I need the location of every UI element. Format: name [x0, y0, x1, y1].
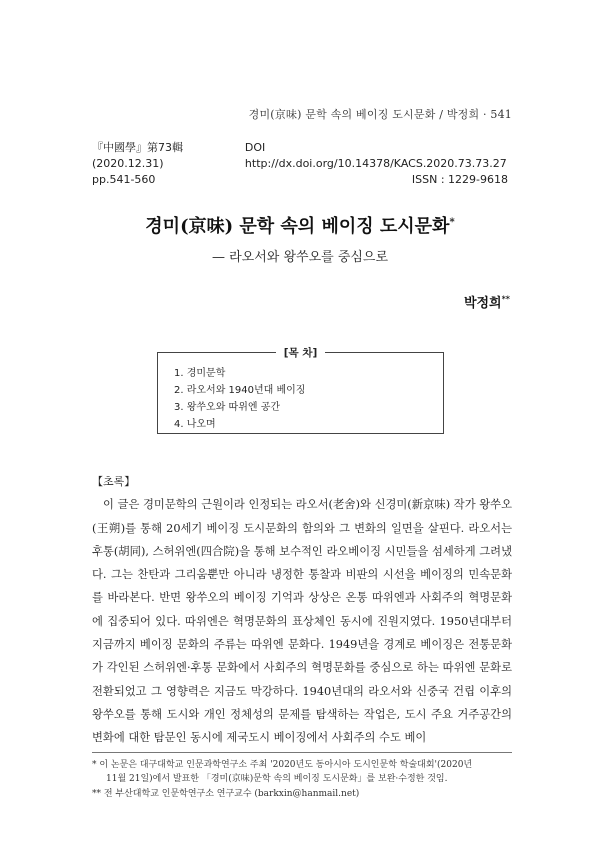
author-footnote-mark: ** — [501, 293, 510, 304]
issn: ISSN : 1229-9618 — [411, 173, 508, 186]
footnote-2: ** 전 부산대학교 인문학연구소 연구교수 (barkxin@hanmail.net) — [92, 789, 360, 799]
footnotes — [92, 752, 512, 801]
page-range: pp.541-560 — [92, 173, 156, 186]
toc-item: 1. 경미문학 — [174, 368, 226, 379]
toc-item: 2. 라오서와 1940년대 베이징 — [174, 385, 306, 396]
paper-title: 경미(京味) 문학 속의 베이징 도시문화* — [145, 216, 455, 237]
author-name: 박정희** — [463, 293, 510, 311]
abstract-text: 이 글은 경미문학의 근원이라 인정되는 라오서(老舍)와 신경미(新京味) 작가 왕쑤오(王朔)를 통해 20세기 베이징 도시문화의 함의와 그 변화의 일면을 살핀다. 라오서는 후통(胡同), 스허위엔(四合院)을 통해 보수적인 라오베이징 시민들을 섬세하게 그려냈다. 그는 찬탄과 그리움뿐만 아니라 냉정한 통찰과 비판의 시선을 베이징의 민속문화를 바라본다. 반면 왕쑤오의 베이징 기억과 상상은 온통 따위엔과 사회주의 혁명문화에 집중되어 있다. 따위엔은 혁명문화의 표상체인 동시에 진원지였다. 1950년대부터 지금까지 베이징 문화의 주류는 따위엔 문화다. 1949년을 경계로 베이징은 전통문화가 각인된 스허위엔·후통 문화에서 사회주의 혁명문화를 중심으로 하는 따위엔 문화로 전환되었고 그 영향력은 지금도 막강하다. 1940년대의 라오서와 신중국 건립 이후의 왕쑤오를 통해 도시와 개인 정체성의 문제를 탐색하는 작업은, 도시 주요 거주공간의 변화에 대한 탐문인 동시에 제국도시 베이징에서 사회주의 수도 베이 — [92, 498, 512, 745]
journal-citation: 『中國學』第73輯 (2020.12.31) — [92, 141, 183, 170]
doi[interactable]: DOI http://dx.doi.org/10.14378/KACS.2020.73.73.27 — [244, 141, 507, 170]
toc-item: 3. 왕쑤오와 따위엔 공간 — [174, 402, 281, 413]
toc-list — [174, 365, 443, 433]
footnote-1-line-1: * 이 논문은 대구대학교 인문과학연구소 주최 '2020년도 동아시아 도시인문학 학술대회'(2020년 — [92, 760, 473, 770]
journal-info — [92, 140, 508, 188]
title-footnote-mark: * — [449, 217, 455, 228]
title-block — [0, 212, 600, 265]
footnote-1-line-2: 11월 21일)에서 발표한 「경미(京味)문학 속의 베이징 도시문화」를 보완·수정한 것임. — [106, 774, 448, 784]
paper-subtitle: — 라오서와 왕쑤오를 중심으로 — [211, 250, 389, 265]
toc-heading: [목 차] — [276, 347, 326, 359]
toc-item: 4. 나오며 — [174, 419, 216, 430]
running-header: 경미(京味) 문학 속의 베이징 도시문화 / 박정희 · 541 — [248, 108, 512, 121]
table-of-contents — [157, 347, 444, 434]
abstract-label: 【초록】 — [92, 475, 136, 488]
abstract — [92, 470, 512, 750]
